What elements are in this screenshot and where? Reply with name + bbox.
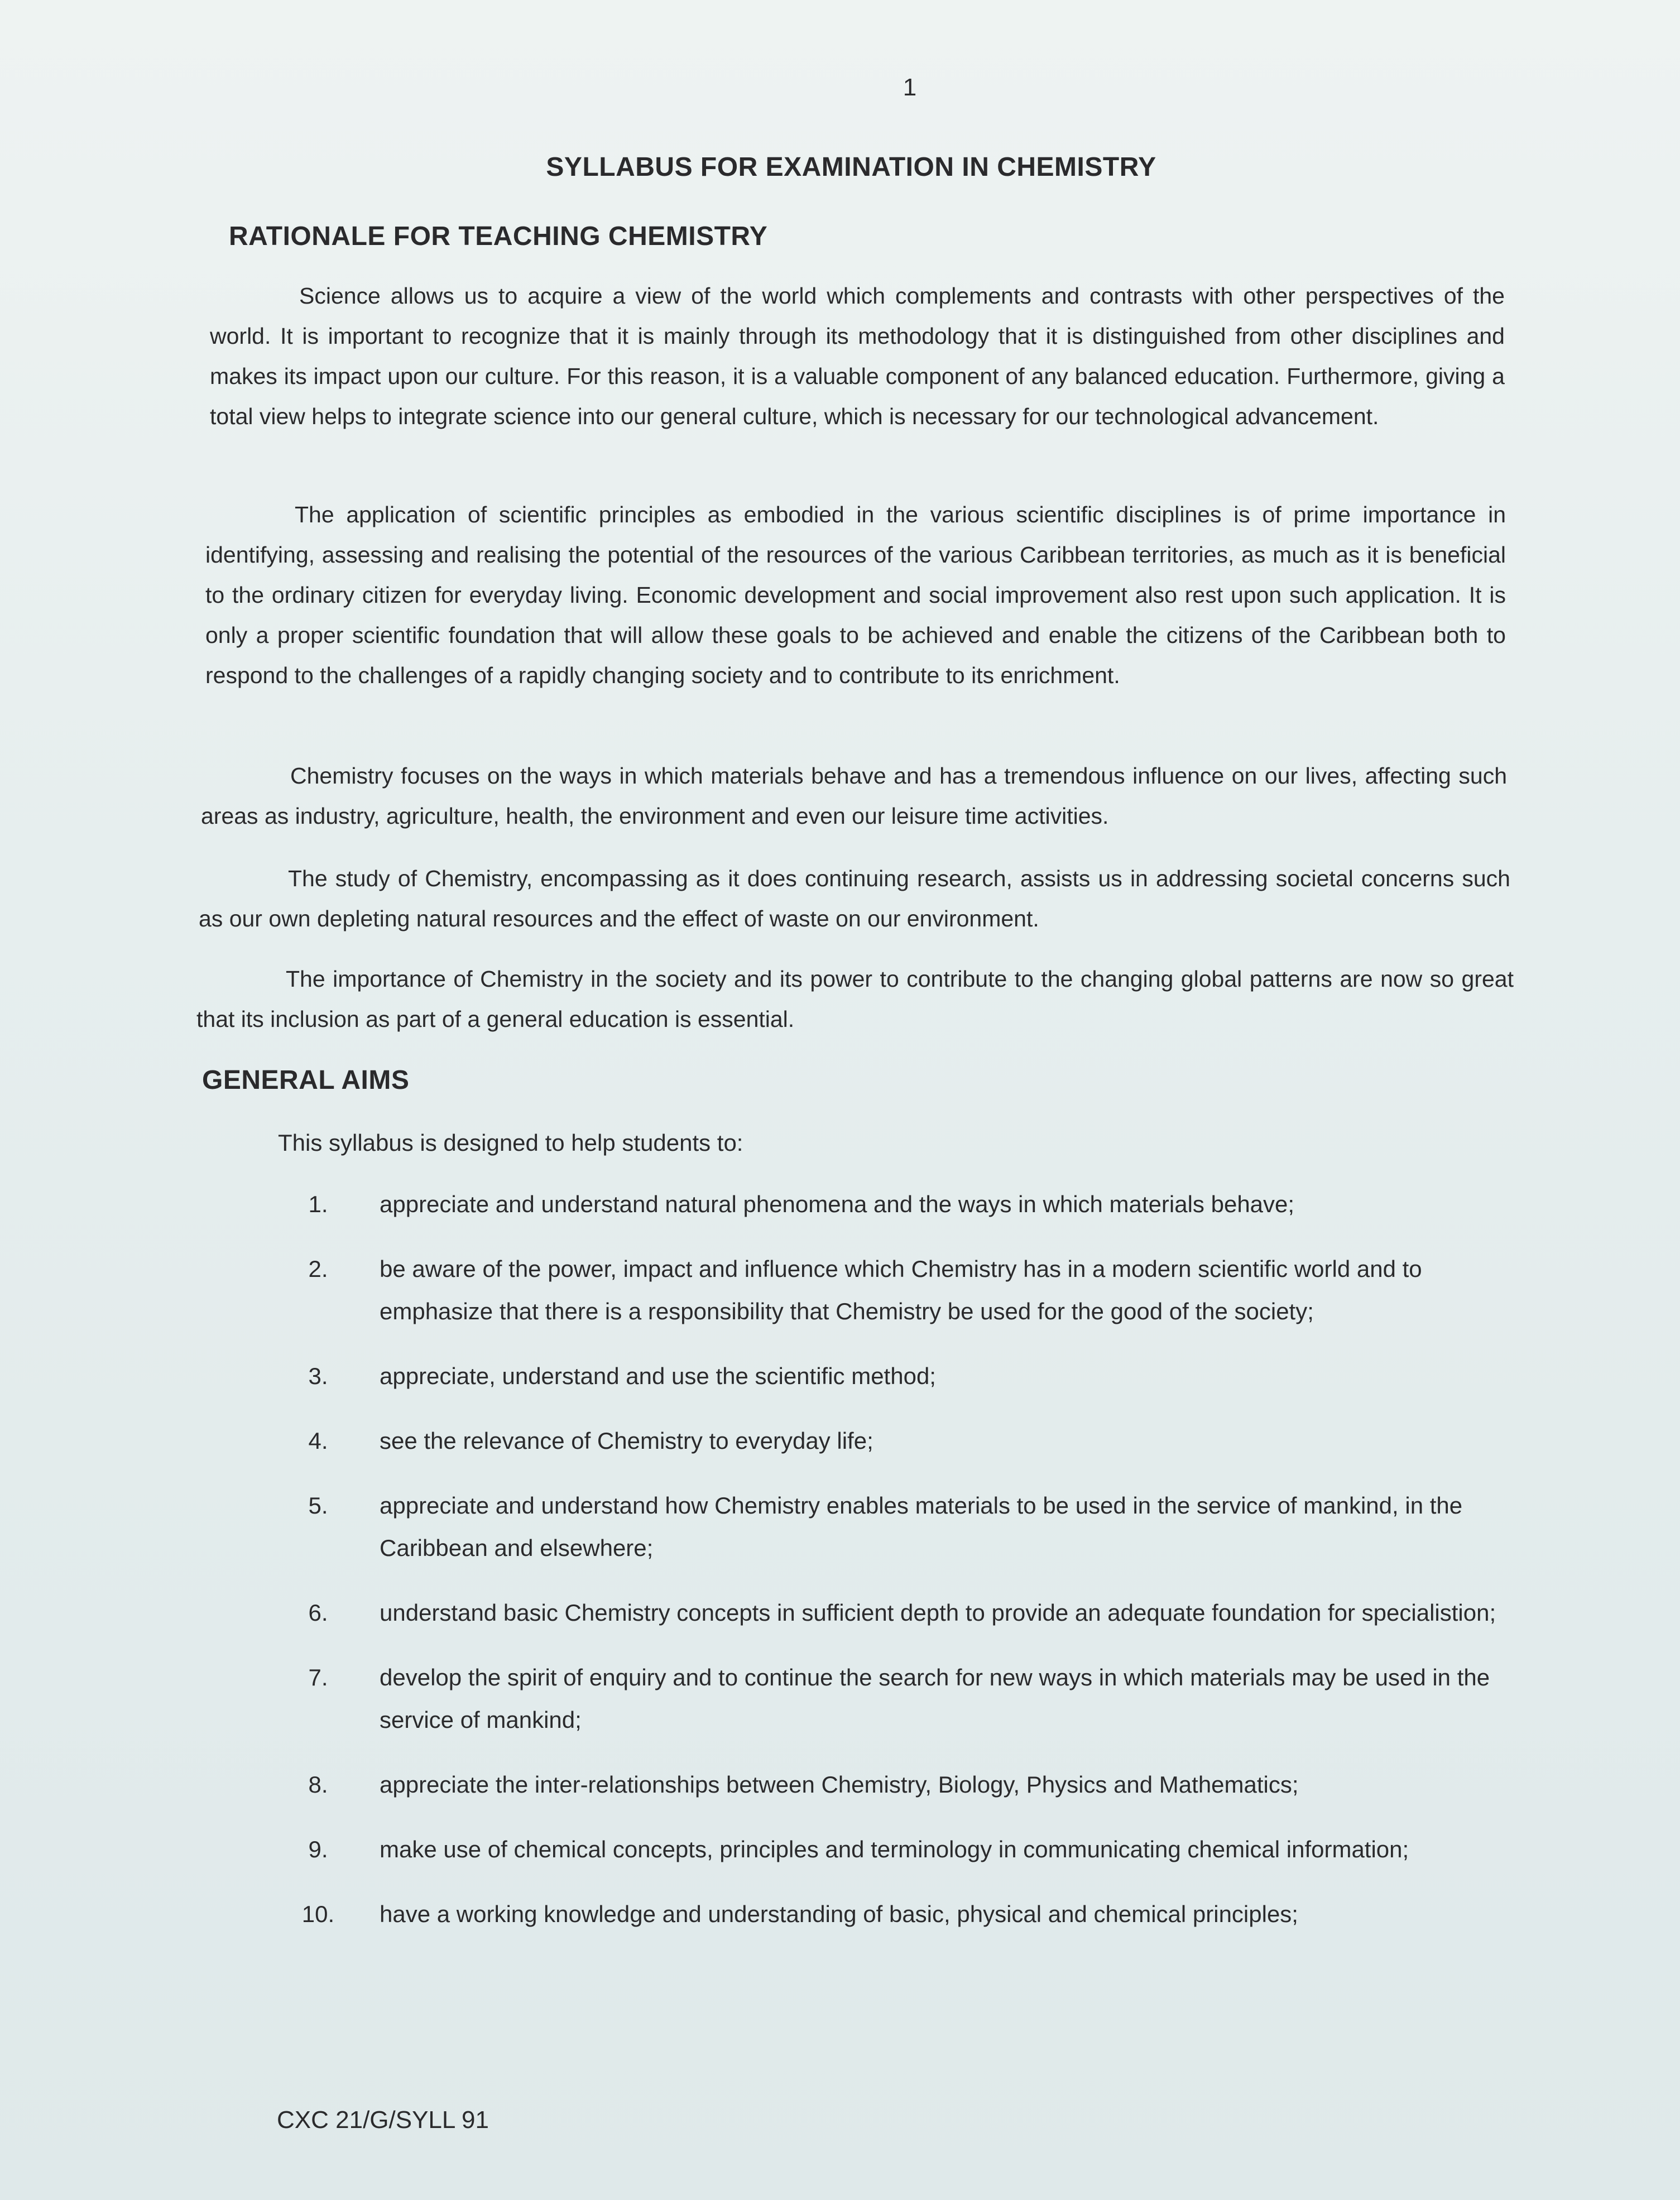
aim-number: 10.	[301, 1901, 335, 1927]
document-title: SYLLABUS FOR EXAMINATION IN CHEMISTRY	[546, 152, 1156, 182]
aim-number: 1.	[308, 1191, 328, 1217]
page-number: 1	[903, 74, 917, 101]
aim-text: appreciate the inter-relationships between Chemistry, Biology, Physics and Mathematics;	[380, 1771, 1299, 1798]
aim-item	[257, 1248, 1540, 1333]
aim-text: be aware of the power, impact and influence which Chemistry has in a modern scientific world and to emphasize that there is a responsibility that Chemistry be used for the good of the society;	[380, 1256, 1422, 1324]
rationale-heading: RATIONALE FOR TEACHING CHEMISTRY	[229, 222, 768, 251]
aim-number: 4.	[308, 1428, 328, 1454]
general-aims-list	[257, 1183, 1540, 1958]
rationale-paragraph: Chemistry focuses on the ways in which materials behave and has a tremendous influence on our lives, affecting such areas as industry, agriculture, health, the environment and even our leisure time activities.	[201, 763, 1507, 829]
aim-text: appreciate and understand how Chemistry enables materials to be used in the service of mankind, in the Caribbean and elsewhere;	[380, 1492, 1463, 1561]
aim-text: make use of chemical concepts, principles and terminology in communicating chemical information;	[380, 1836, 1409, 1862]
aim-item	[257, 1420, 1540, 1462]
aim-text: see the relevance of Chemistry to everyday life;	[380, 1428, 873, 1454]
aim-text: have a working knowledge and understanding of basic, physical and chemical principles;	[380, 1901, 1298, 1927]
aim-item	[257, 1355, 1540, 1397]
aim-number: 7.	[308, 1664, 328, 1690]
aim-number: 6.	[308, 1599, 328, 1626]
footer-document-code: CXC 21/G/SYLL 91	[277, 2106, 489, 2134]
aim-text: appreciate and understand natural phenomena and the ways in which materials behave;	[380, 1191, 1295, 1217]
aim-item	[257, 1764, 1540, 1806]
general-aims-heading: GENERAL AIMS	[202, 1065, 410, 1095]
aim-item	[257, 1485, 1540, 1569]
aim-item	[257, 1656, 1540, 1741]
aim-text: understand basic Chemistry concepts in sufficient depth to provide an adequate foundation for specialistion;	[380, 1599, 1496, 1626]
aim-number: 9.	[308, 1836, 328, 1862]
general-aims-intro: This syllabus is designed to help students to:	[278, 1130, 743, 1156]
aim-item	[257, 1183, 1540, 1226]
aim-item	[257, 1893, 1540, 1935]
aim-number: 5.	[308, 1492, 328, 1519]
rationale-paragraph: Science allows us to acquire a view of the world which complements and contrasts with other perspectives of the world. It is important to recognize that it is mainly through its methodology that it is distinguished from other disciplines and makes its impact upon our culture. For this reason, it is a valuable component of any balanced education. Furthermore, giving a total view helps to integrate science into our general culture, which is necessary for our technological advancement.	[210, 283, 1505, 429]
rationale-paragraph: The study of Chemistry, encompassing as it does continuing research, assists us in addressing societal concerns such as our own depleting natural resources and the effect of waste on our environment.	[199, 866, 1510, 931]
aim-text: develop the spirit of enquiry and to continue the search for new ways in which materials may be used in the service of mankind;	[380, 1664, 1490, 1733]
aim-item	[257, 1592, 1540, 1634]
aim-number: 8.	[308, 1771, 328, 1798]
rationale-paragraph: The application of scientific principles as embodied in the various scientific disciplines is of prime importance in identifying, assessing and realising the potential of the resources of the various Caribbean territories, as much as it is beneficial to the ordinary citizen for everyday living. Economic development and social improvement also rest upon such application. It is only a proper scientific foundation that will allow these goals to be achieved and enable the citizens of the Caribbean both to respond to the challenges of a rapidly changing society and to contribute to its enrichment.	[205, 502, 1506, 688]
rationale-paragraph: The importance of Chemistry in the society and its power to contribute to the changing global patterns are now so great that its inclusion as part of a general education is essential.	[196, 966, 1514, 1032]
aim-text: appreciate, understand and use the scientific method;	[380, 1363, 936, 1389]
aim-number: 2.	[308, 1256, 328, 1282]
aim-item	[257, 1828, 1540, 1871]
aim-number: 3.	[308, 1363, 328, 1389]
